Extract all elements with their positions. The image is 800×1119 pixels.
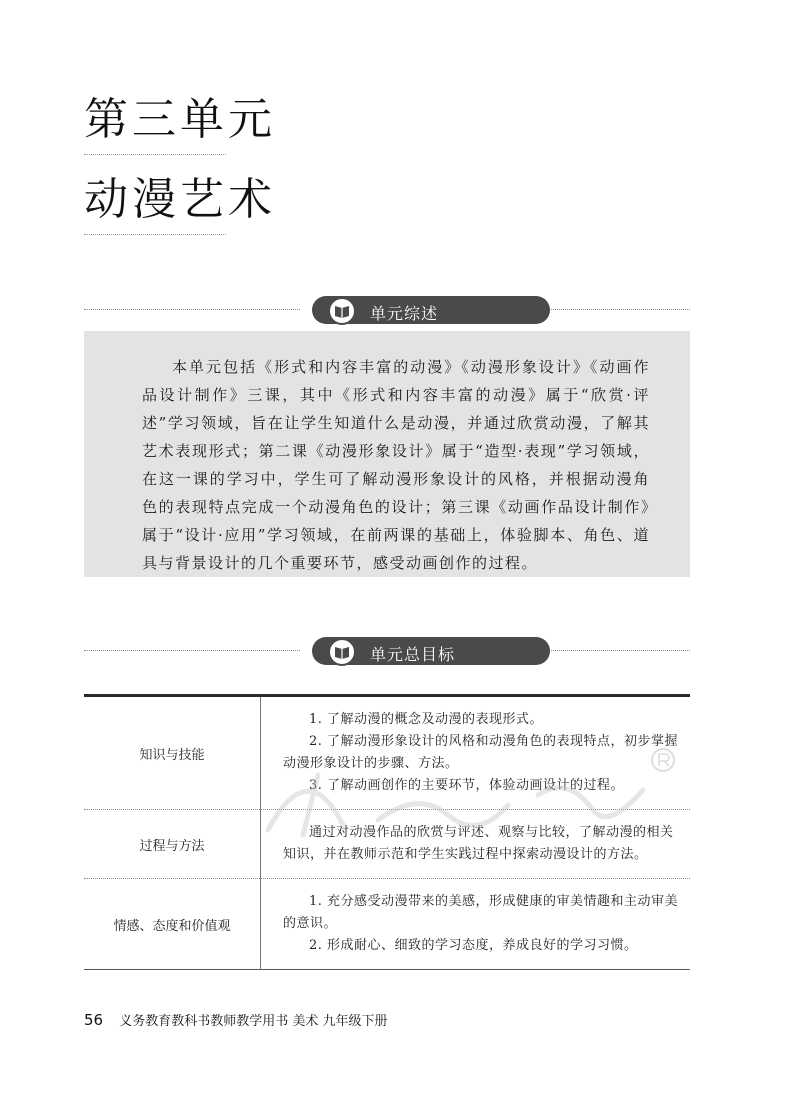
goal-line: 2. 形成耐心、细致的学习态度，养成良好的学习习惯。 — [309, 938, 638, 953]
book-title: 义务教育教科书教师教学用书 美术 九年级下册 — [119, 1014, 388, 1029]
table-row — [84, 879, 690, 970]
goals-section-header — [84, 636, 690, 666]
goal-category: 知识与技能 — [84, 696, 261, 810]
goal-category: 过程与方法 — [84, 810, 261, 879]
goal-content — [261, 696, 691, 810]
page-number: 56 — [84, 1011, 104, 1029]
table-row — [84, 810, 690, 879]
unit-theme-title: 动漫艺术 — [84, 178, 226, 235]
page-footer — [84, 1010, 388, 1029]
book-icon — [328, 638, 356, 666]
overview-label: 单元综述 — [370, 304, 439, 323]
goals-label: 单元总目标 — [370, 645, 456, 664]
goal-line: 3. 了解动画创作的主要环节，体验动画设计的过程。 — [309, 778, 625, 793]
goal-line: 通过对动漫作品的欣赏与评述、观察与比较，了解动漫的相关知识，并在教师示范和学生实践过程中探索动漫设计的方法。 — [283, 825, 674, 862]
section-label-pill — [312, 296, 550, 324]
section-label-pill — [312, 637, 550, 665]
goal-line: 1. 了解动漫的概念及动漫的表现形式。 — [309, 712, 544, 727]
overview-section-header — [84, 295, 690, 325]
overview-box — [84, 331, 690, 577]
goal-content — [261, 879, 691, 970]
goal-category: 情感、态度和价值观 — [84, 879, 261, 970]
goal-line: 1. 充分感受动漫带来的美感，形成健康的审美情趣和主动审美的意识。 — [283, 894, 679, 931]
overview-text: 本单元包括《形式和内容丰富的动漫》《动漫形象设计》《动画作品设计制作》三课，其中《形式和内容丰富的动漫》属于“欣赏·评述”学习领域，旨在让学生知道什么是动漫，并通过欣赏动漫，了解其艺术表现形式；第二课《动漫形象设计》属于“造型·表现”学习领域，在这一课的学习中，学生可了解动漫形象设计的风格，并根据动漫角色的表现特点完成一个动漫角色的设计；第三课《动画作品设计制作》属于“设计·应用”学习领域，在前两课的基础上，体验脚本、角色、道具与背景设计的几个重要环节，感受动画创作的过程。 — [142, 358, 650, 572]
goal-content — [261, 810, 691, 879]
goal-line: 2. 了解动漫形象设计的风格和动漫角色的表现特点，初步掌握动漫形象设计的步骤、方法。 — [283, 734, 679, 771]
goals-table — [84, 694, 690, 970]
unit-number-title: 第三单元 — [84, 98, 226, 155]
table-row — [84, 696, 690, 810]
book-icon — [328, 297, 356, 325]
